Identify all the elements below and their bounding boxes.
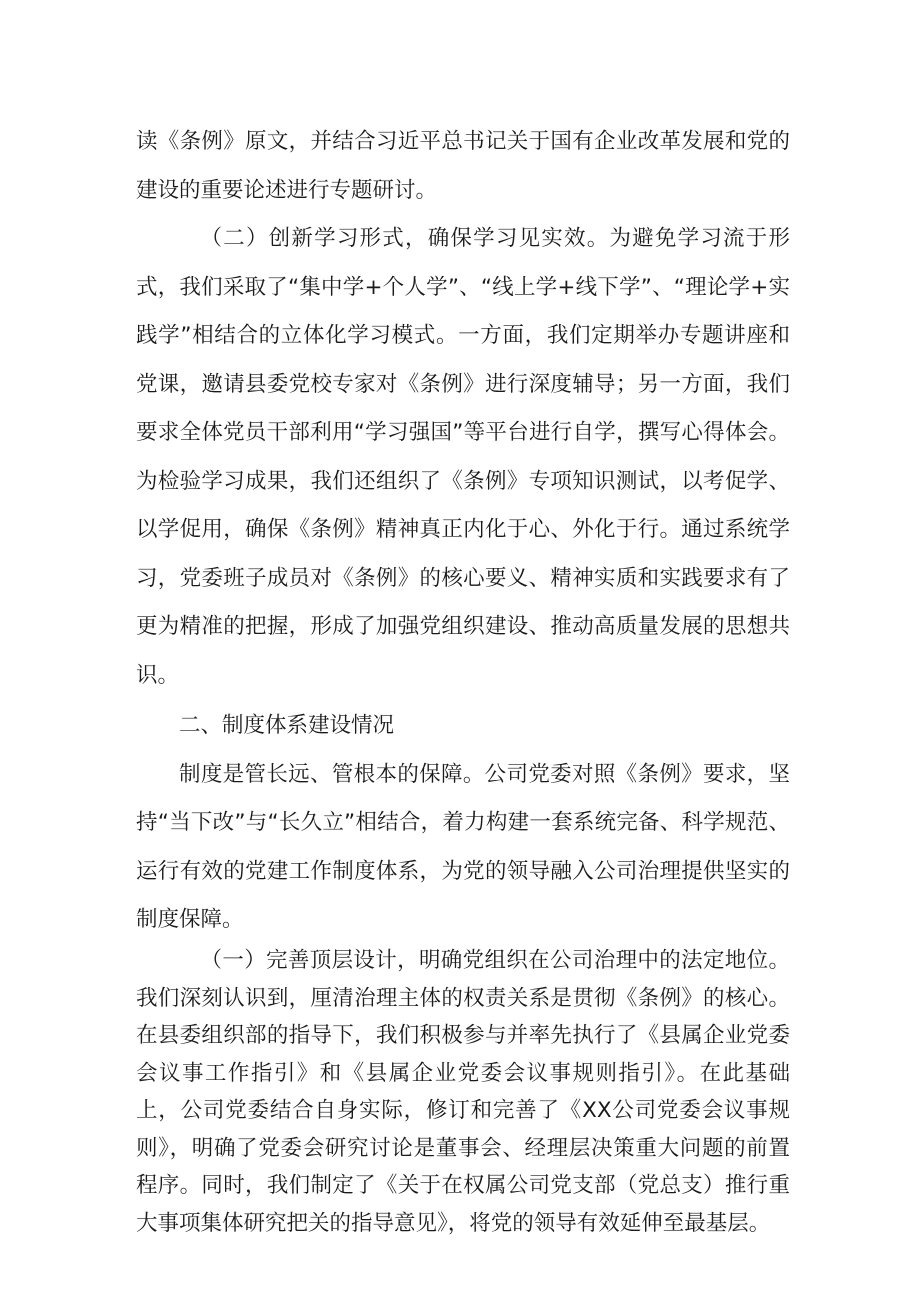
- document-body-upper: [136, 118, 790, 945]
- section-heading-2: 二、制度体系建设情况: [179, 713, 395, 738]
- paragraph-section-2-intro: 制度是管长远、管根本的保障。公司党委对照《条例》要求，坚持“当下改”与“长久立”相结合，着力构建一套系统完备、科学规范、运行有效的党建工作制度体系，为党的领导融入公司治理提供坚实的制度保障。: [136, 761, 790, 932]
- document-body-lower: [136, 942, 790, 1242]
- paragraph-continuation: 读《条例》原文，并结合习近平总书记关于国有企业改革发展和党的建设的重要论述进行专题研讨。: [136, 129, 790, 203]
- paragraph-section-1-2: （二）创新学习形式，确保学习见实效。为避免学习流于形式，我们采取了“集中学+个人学”、“线上学+线下学”、“理论学+实践学”相结合的立体化学习模式。一方面，我们定期举办专题讲座和党课，邀请县委党校专家对《条例》进行深度辅导；另一方面，我们要求全体党员干部利用“学习强国”等平台进行自学，撰写心得体会。为检验学习成果，我们还组织了《条例》专项知识测试，以考促学、以学促用，确保《条例》精神真正内化于心、外化于行。通过系统学习，党委班子成员对《条例》的核心要义、精神实质和实践要求有了更为精准的把握，形成了加强党组织建设、推动高质量发展的思想共识。: [136, 226, 790, 688]
- paragraph-section-2-1: （一）完善顶层设计，明确党组织在公司治理中的法定地位。我们深刻认识到，厘清治理主体的权责关系是贯彻《条例》的核心。在县委组织部的指导下，我们积极参与并率先执行了《县属企业党委会议事工作指引》和《县属企业党委会议事规则指引》。在此基础上，公司党委结合自身实际，修订和完善了《XX公司党委会议事规则》，明确了党委会研究讨论是董事会、经理层决策重大问题的前置程序。同时，我们制定了《关于在权属公司党支部（党总支）推行重大事项集体研究把关的指导意见》，将党的领导有效延伸至最基层。: [136, 948, 790, 1236]
